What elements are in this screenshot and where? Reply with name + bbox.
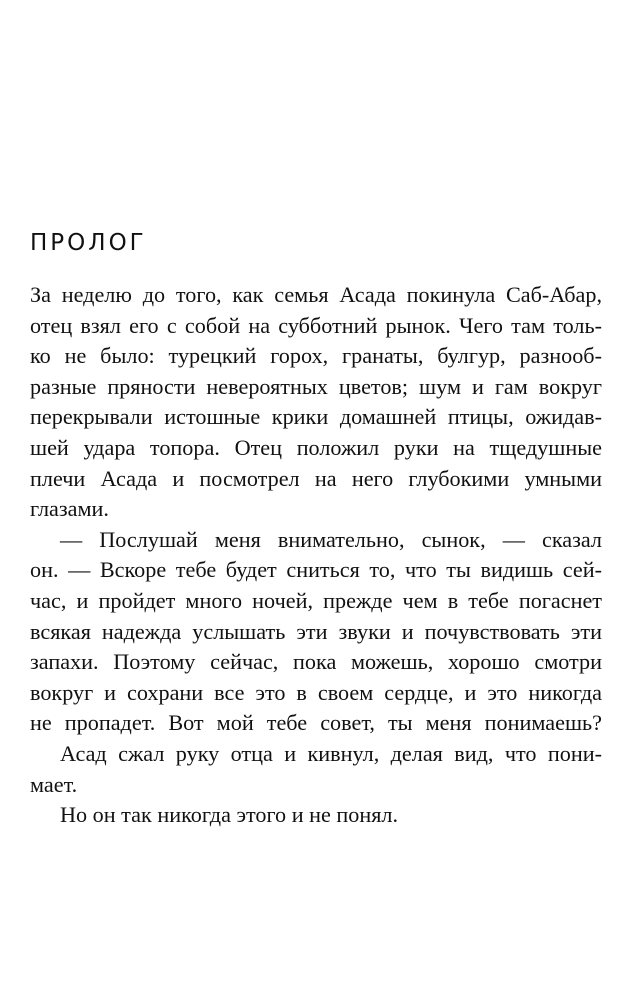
- text-line: шей удара топора. Отец положил руки на тщедушные: [30, 434, 602, 460]
- text-line: разные пряности невероятных цветов; шум и гам вокруг: [30, 373, 602, 399]
- text-line: всякая надежда услышать эти звуки и почувствовать эти: [30, 618, 602, 644]
- text-line: отец взял его с собой на субботний рынок. Чего там толь-: [30, 312, 602, 338]
- text-line: мает.: [30, 771, 78, 797]
- text-line: вокруг и сохрани все это в своем сердце, и это никогда: [30, 679, 602, 705]
- text-line: Но он так никогда этого и не понял.: [60, 802, 399, 828]
- text-line: перекрывали истошные крики домашней птицы, ожидав-: [30, 404, 602, 430]
- text-line: час, и пройдет много ночей, прежде чем в тебе погаснет: [30, 587, 602, 613]
- text-line: глазами.: [30, 496, 109, 522]
- text-line: не пропадет. Вот мой тебе совет, ты меня понимаешь?: [30, 710, 602, 736]
- text-line: ко не было: турецкий горох, гранаты, булгур, разнооб-: [30, 343, 602, 369]
- body-text: [30, 280, 602, 831]
- chapter-title: ПРОЛОГ: [30, 230, 147, 256]
- text-line: За неделю до того, как семья Асада покинула Саб-Абар,: [30, 282, 602, 307]
- text-line: запахи. Поэтому сейчас, пока можешь, хорошо смотри: [30, 649, 602, 675]
- text-line: — Послушай меня внимательно, сынок, — сказал: [60, 526, 602, 552]
- text-line: плечи Асада и посмотрел на него глубокими умными: [30, 465, 602, 491]
- text-line: он. — Вскоре тебе будет сниться то, что ты видишь сей-: [30, 557, 602, 583]
- text-line: Асад сжал руку отца и кивнул, делая вид, что пони-: [60, 740, 602, 766]
